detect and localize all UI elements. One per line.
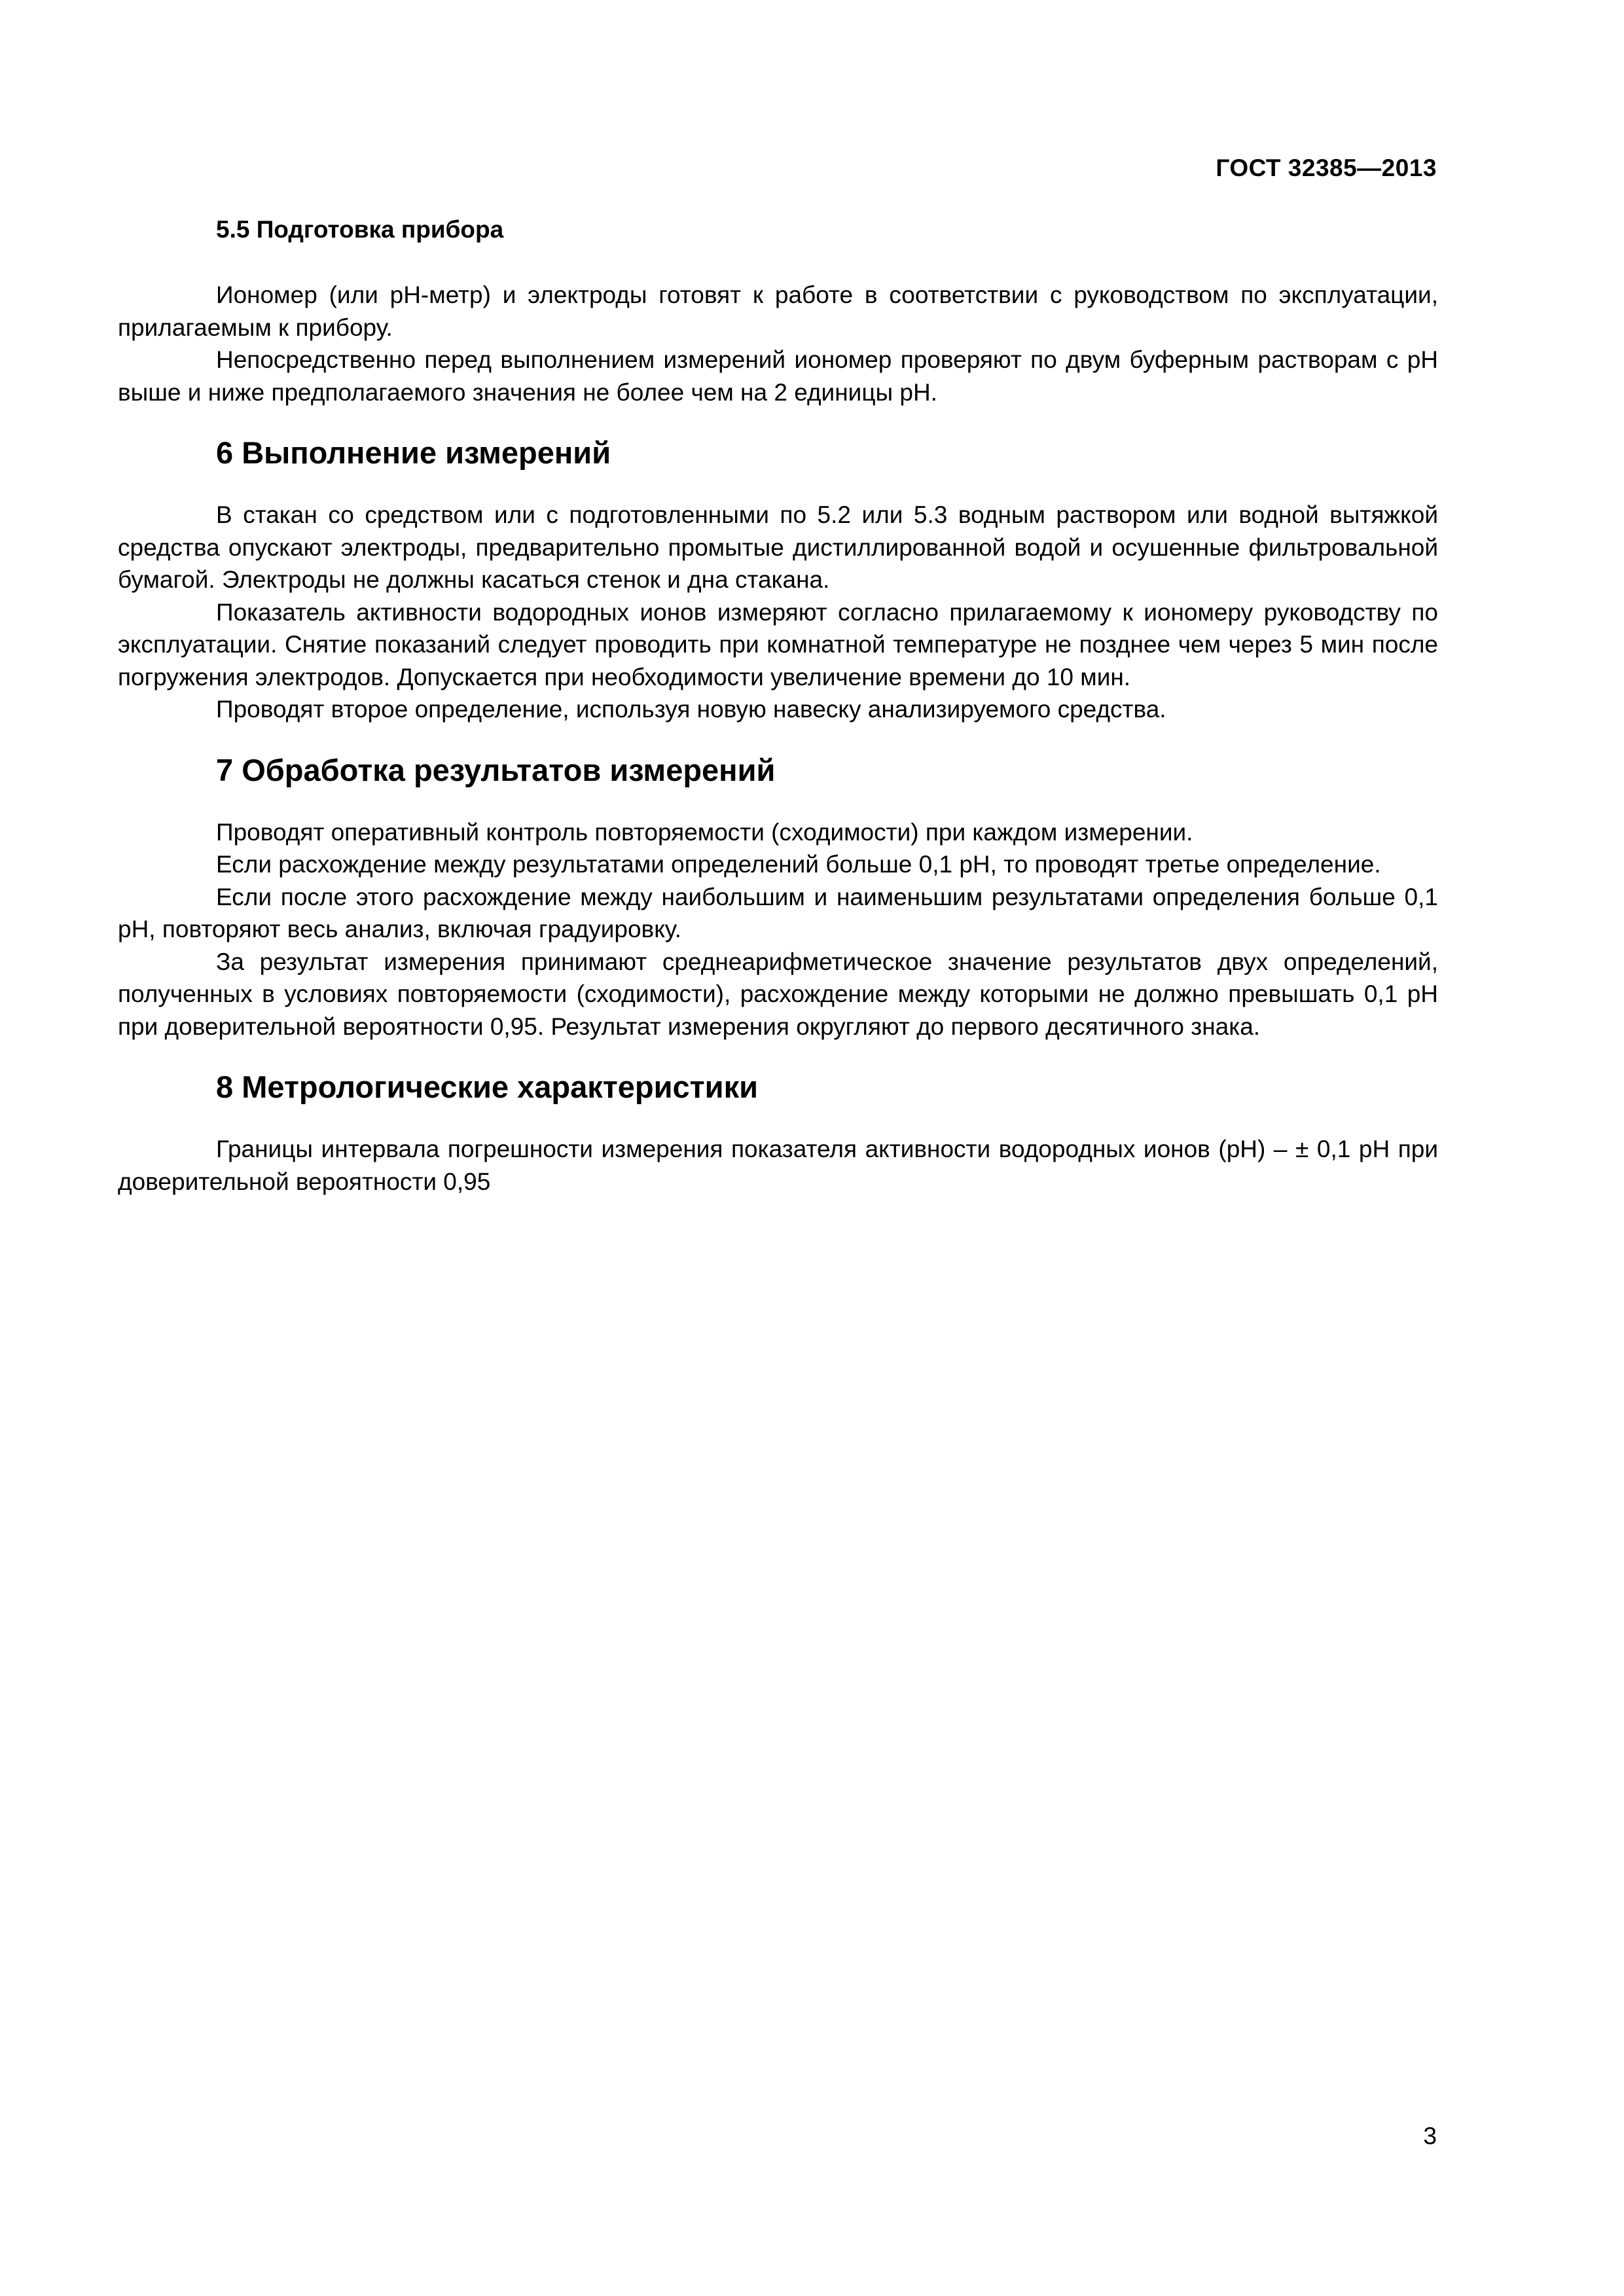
page-number: 3: [1423, 2123, 1437, 2149]
paragraph: Если после этого расхождение между наибольшим и наименьшим результатами определения больше 0,1 pH, повторяют весь анализ, включая градуировку.: [118, 883, 1438, 942]
paragraph: За результат измерения принимают среднеарифметическое значение результатов двух определений, полученных в условиях повторяемости (сходимости), расхождение между которыми не должно превышать 0,1 pH при доверительной вероятности 0,95. Результат измерения округляют до первого десятичного знака.: [118, 948, 1438, 1040]
section-title: 8 Метрологические характеристики: [216, 1069, 758, 1104]
document-body: [118, 213, 1438, 1198]
paragraph: Если расхождение между результатами определений больше 0,1 pH, то проводят третье определение.: [216, 851, 1381, 878]
paragraph: Проводят оперативный контроль повторяемости (сходимости) при каждом измерении.: [216, 818, 1193, 846]
section-6: [118, 433, 1438, 726]
paragraph: Иономер (или pH-метр) и электроды готовят к работе в соответствии с руководством по эксплуатации, прилагаемым к прибору.: [118, 281, 1438, 341]
section-title: 7 Обработка результатов измерений: [216, 752, 776, 787]
paragraph: Показатель активности водородных ионов измеряют согласно прилагаемому к иономеру руководству по эксплуатации. Снятие показаний следует проводить при комнатной температуре не позднее чем через 5 мин после погружения электродов. Допускается при необходимости увеличение времени до 10 мин.: [118, 598, 1438, 691]
section-7: [118, 751, 1438, 1043]
paragraph: В стакан со средством или с подготовленными по 5.2 или 5.3 водным раствором или водной вытяжкой средства опускают электроды, предварительно промытые дистиллированной водой и осушенные фильтровальной бумагой. Электроды не должны касаться стенок и дна стакана.: [118, 501, 1438, 593]
paragraph: Проводят второе определение, используя новую навеску анализируемого средства.: [216, 696, 1166, 723]
subsection-title: 5.5 Подготовка прибора: [216, 216, 504, 243]
subsection-5-5: [118, 213, 1438, 408]
paragraph: Границы интервала погрешности измерения показателя активности водородных ионов (pH) – ± 0,1 pH при доверительной вероятности 0,95: [118, 1136, 1438, 1195]
paragraph: Непосредственно перед выполнением измерений иономер проверяют по двум буферным растворам с pH выше и ниже предполагаемого значения не более чем на 2 единицы pH.: [118, 346, 1438, 406]
section-8: [118, 1067, 1438, 1198]
section-title: 6 Выполнение измерений: [216, 435, 611, 470]
document-code: ГОСТ 32385—2013: [1216, 154, 1437, 181]
